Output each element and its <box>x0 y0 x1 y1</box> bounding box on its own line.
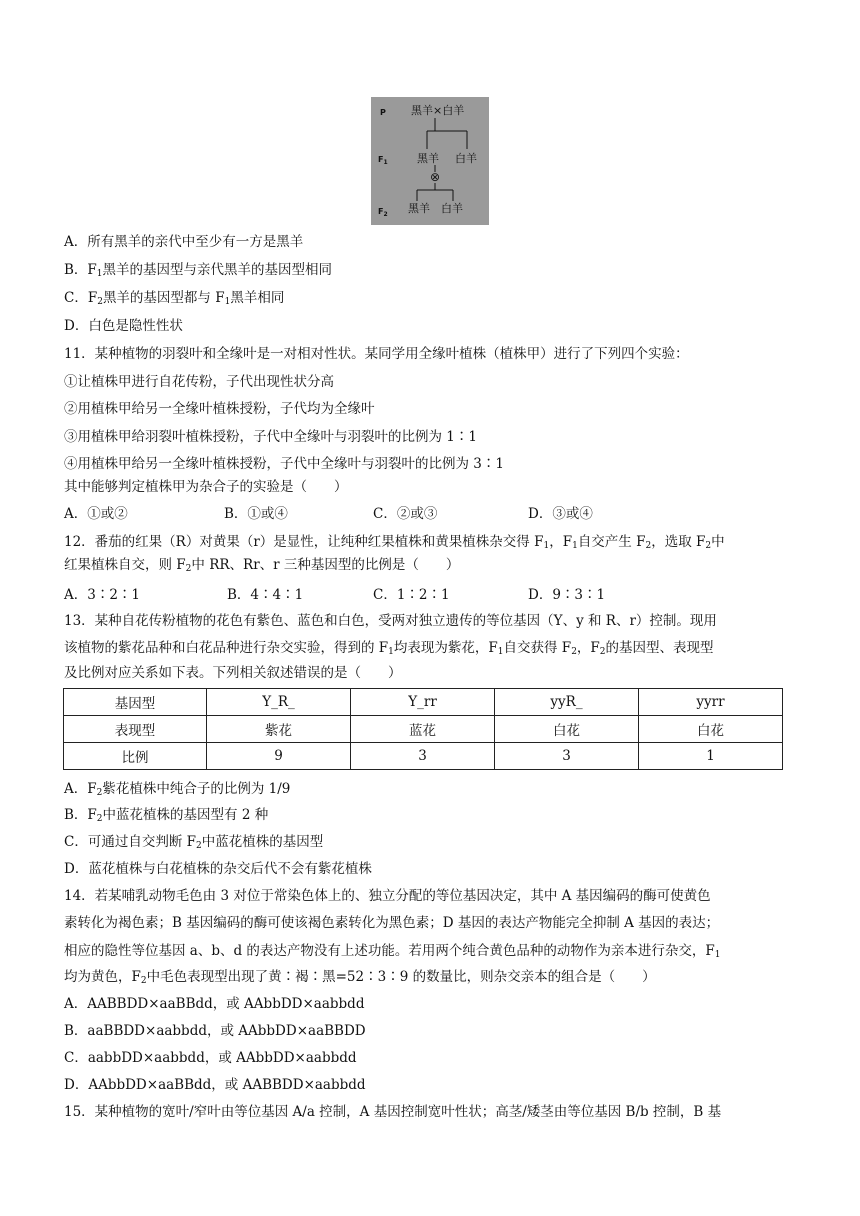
table-cell: 3 <box>495 743 639 770</box>
q13-stem-line-1: 13．某种自花传粉植物的花色有紫色、蓝色和白色，受两对独立遗传的等位基因（Y、y 和 R、r）控制。现用 <box>64 613 717 629</box>
q12-option-d: D．9∶3∶1 <box>528 587 606 603</box>
q11-option-c: C．②或③ <box>373 506 438 522</box>
q12-option-c: C．1∶2∶1 <box>373 587 450 603</box>
q14-stem-line-3: 相应的隐性等位基因 a、b、d 的表达产物没有上述功能。若用两个纯合黄色品种的动物作为亲本进行杂交，$F_1$ <box>64 943 721 960</box>
parent-cross-text: 黑羊×白羊 <box>411 104 465 117</box>
genotype-table <box>63 688 783 770</box>
q12-stem-line-1: 12．番茄的红果（R）对黄果（r）是显性，让纯种红果植株和黄果植株杂交得 $F_1$，$F_1$自交产生 $F_2$，选取 $F_2$中 <box>64 534 725 551</box>
table-cell: 1 <box>639 743 783 770</box>
selfing-symbol: ⊗ <box>430 170 441 184</box>
q13-option-c: C．可通过自交判断 $F_2$中蓝花植株的基因型 <box>64 834 324 851</box>
q10-option-b: B．$F_1$黑羊的基因型与亲代黑羊的基因型相同 <box>64 262 333 279</box>
table-cell: 比例 <box>64 743 207 770</box>
cross-diagram-svg <box>371 97 489 225</box>
table-cell: 白花 <box>495 716 639 743</box>
f1-black-sheep-label: 黑羊 <box>417 152 439 165</box>
q11-experiment-2: ②用植株甲给另一全缘叶植株授粉，子代均为全缘叶 <box>64 401 375 417</box>
q13-option-d: D．蓝花植株与白花植株的杂交后代不会有紫花植株 <box>64 861 372 877</box>
q11-experiment-4: ④用植株甲给另一全缘叶植株授粉，子代中全缘叶与羽裂叶的比例为 3∶1 <box>64 456 504 472</box>
q14-stem-line-2: 素转化为褐色素；B 基因编码的酶可使该褐色素转化为黑色素；D 基因的表达产物能完全抑制 A 基因的表达； <box>64 915 720 931</box>
table-cell: 基因型 <box>64 689 207 716</box>
q10-option-a: A．所有黑羊的亲代中至少有一方是黑羊 <box>64 234 304 250</box>
f1-white-sheep-label: 白羊 <box>455 152 477 165</box>
q11-experiment-3: ③用植株甲给羽裂叶植株授粉，子代中全缘叶与羽裂叶的比例为 1∶1 <box>64 429 477 445</box>
table-row-phenotype <box>64 716 783 743</box>
q11-option-a: A．①或② <box>64 506 128 522</box>
q13-option-b: B．$F_2$中蓝花植株的基因型有 2 种 <box>64 807 269 824</box>
table-cell: yyR_ <box>495 689 639 716</box>
q11-option-b: B．①或④ <box>224 506 288 522</box>
q14-stem-line-1: 14．若某哺乳动物毛色由 3 对位于常染色体上的、独立分配的等位基因决定，其中 A 基因编码的酶可使黄色 <box>64 888 711 904</box>
f2-black-sheep-label: 黑羊 <box>408 202 430 215</box>
q11-experiment-1: ①让植株甲进行自花传粉，子代出现性状分高 <box>64 374 334 390</box>
table-cell: Y_rr <box>351 689 495 716</box>
table-cell: 表现型 <box>64 716 207 743</box>
f2-generation-label: $F_2$ <box>378 207 388 218</box>
table-cell: 紫花 <box>207 716 351 743</box>
q10-option-c: C．$F_2$黑羊的基因型都与 $F_1$黑羊相同 <box>64 290 285 307</box>
q11-option-d: D．③或④ <box>528 506 593 522</box>
q13-stem-line-2: 该植物的紫花品种和白花品种进行杂交实验，得到的 $F_1$均表现为紫花，$F_1$自交获得 $F_2$，$F_2$的基因型、表现型 <box>64 640 714 657</box>
q11-question: 其中能够判定植株甲为杂合子的实验是（ ） <box>64 479 348 495</box>
table-cell: 3 <box>351 743 495 770</box>
q13-stem-line-3: 及比例对应关系如下表。下列相关叙述错误的是（ ） <box>64 665 402 681</box>
q14-option-c: C．aabbDD×aabbdd，或 AAbbDD×aabbdd <box>64 1050 357 1066</box>
q12-option-b: B．4∶4∶1 <box>227 587 304 603</box>
table-row-ratio <box>64 743 783 770</box>
q10-option-d: D．白色是隐性性状 <box>64 318 183 334</box>
q14-option-a: A．AABBDD×aaBBdd，或 AAbbDD×aabbdd <box>64 996 365 1012</box>
q13-option-a: A．$F_2$紫花植株中纯合子的比例为 1/9 <box>64 781 291 798</box>
sheep-cross-diagram <box>371 97 489 225</box>
table-cell: 9 <box>207 743 351 770</box>
table-cell: Y_R_ <box>207 689 351 716</box>
table-row-genotype <box>64 689 783 716</box>
q14-option-d: D．AAbbDD×aaBBdd，或 AABBDD×aabbdd <box>64 1077 366 1093</box>
f2-white-sheep-label: 白羊 <box>441 202 463 215</box>
p-generation-label: P <box>380 108 386 117</box>
q12-stem-line-2: 红果植株自交，则 $F_2$中 RR、Rr、r 三种基因型的比例是（ ） <box>64 557 460 574</box>
table-cell: 蓝花 <box>351 716 495 743</box>
table-cell: 白花 <box>639 716 783 743</box>
f1-generation-label: $F_1$ <box>378 155 388 166</box>
q14-stem-line-4: 均为黄色，$F_2$中毛色表现型出现了黄∶褐∶黑=52∶3∶9 的数量比，则杂交亲本的组合是（ ） <box>64 969 656 986</box>
q12-option-a: A．3∶2∶1 <box>64 587 141 603</box>
table-cell: yyrr <box>639 689 783 716</box>
q14-option-b: B．aaBBDD×aabbdd，或 AAbbDD×aaBBDD <box>64 1023 366 1039</box>
q15-stem-line-1: 15．某种植物的宽叶/窄叶由等位基因 A/a 控制，A 基因控制宽叶性状；高茎/矮茎由等位基因 B/b 控制，B 基 <box>64 1104 722 1120</box>
q11-stem: 11．某种植物的羽裂叶和全缘叶是一对相对性状。某同学用全缘叶植株（植株甲）进行了下列四个实验： <box>64 346 689 362</box>
